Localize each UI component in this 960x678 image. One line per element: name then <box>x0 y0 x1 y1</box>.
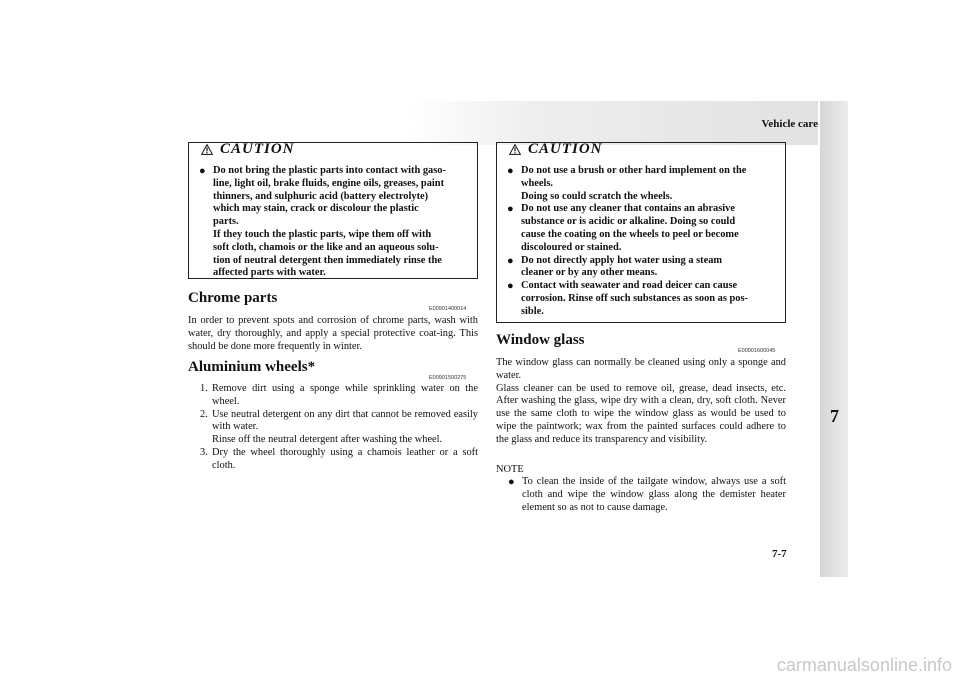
caution-header <box>201 142 295 156</box>
caution-item-text: Contact with seawater and road deicer can cause corrosion. Rinse off such substances as soon as pos- sible. <box>521 280 748 317</box>
chapter-tab-number: 7 <box>830 406 839 426</box>
note-item: ● To clean the inside of the tailgate window, always use a soft cloth and wipe the window glass along the demister heater element so as not to cause damage. <box>508 476 786 513</box>
chapter-tab <box>820 101 848 577</box>
section-code: E00901600045 <box>738 348 776 354</box>
caution-title: CAUTION <box>220 140 295 157</box>
caution-item <box>507 203 777 254</box>
section-title-aluminium-wheels: Aluminium wheels* <box>188 359 316 375</box>
caution-box <box>188 142 478 279</box>
list-item: 2. Use neutral detergent on any dirt that cannot be removed easily with water. Rinse off the neutral detergent after washing the wheel. <box>200 408 478 446</box>
caution-box <box>496 142 786 323</box>
header-band <box>410 101 818 145</box>
bullet-icon: ● <box>507 203 514 216</box>
section-title-chrome-parts: Chrome parts <box>188 290 278 306</box>
page-number: 7-7 <box>772 548 787 560</box>
caution-item-text: Do not bring the plastic parts into contact with gaso- line, light oil, brake fluids, engine oils, greases, paint thinners, and sulphuric acid (battery electrolyte) which may stain, crack or discolour the plastic parts. If they touch the plastic parts, wipe them off with soft cloth, chamois or the like and an aqueous solu- tion of neutral detergent then immediately rinse the affected parts with water. <box>213 165 446 279</box>
bullet-icon: ● <box>507 165 514 177</box>
caution-item-text: Do not use a brush or other hard implement on the wheels. Doing so could scratch the wheels. <box>521 165 747 202</box>
list-item: 3. Dry the wheel thoroughly using a chamois leather or a soft cloth. <box>200 446 478 471</box>
bullet-icon: ● <box>508 476 515 488</box>
caution-items <box>199 165 469 280</box>
aluminium-wheels-steps <box>200 383 478 473</box>
warning-triangle-icon <box>201 144 213 155</box>
bullet-icon: ● <box>199 165 206 177</box>
section-code: E00901500275 <box>429 375 467 381</box>
caution-item-text: Do not directly apply hot water using a steam cleaner or by any other means. <box>521 254 723 279</box>
section-title-window-glass: Window glass <box>496 332 585 348</box>
caution-item <box>507 255 777 281</box>
list-item: 1. Remove dirt using a sponge while sprinkling water on the wheel. <box>200 383 478 407</box>
caution-item-text: Do not use any cleaner that contains an abrasive substance or is acidic or alkaline. Doing so could cause the coating on the wheels to peel or become discoloured or stained. <box>521 203 739 253</box>
window-glass-text: The window glass can normally be cleaned using only a sponge and water. Glass cleaner can be used to remove oil, grease, dead insects, etc. After washing the glass, wipe dry with a clean, dry, soft cloth. Never use the same cloth to wipe the window glass as would be used to wipe the paintwork; wax from the painted surfaces could adhere to the glass and reduce its transparency and visibility. <box>496 357 786 445</box>
caution-item <box>507 280 777 318</box>
bullet-icon: ● <box>507 254 514 267</box>
caution-item <box>507 165 777 203</box>
caution-title: CAUTION <box>528 140 603 157</box>
chrome-parts-text: In order to prevent spots and corrosion of chrome parts, wash with water, dry thoroughly, and apply a special protective coat-ing. This should be done more frequently in winter. <box>188 315 478 352</box>
page-header-title: Vehicle care <box>761 118 818 130</box>
note-label: NOTE <box>496 464 524 475</box>
watermark: carmanualsonline.info <box>776 655 952 675</box>
caution-header <box>509 142 603 156</box>
warning-triangle-icon <box>509 144 521 155</box>
caution-item <box>199 165 469 280</box>
section-code: E00901400014 <box>429 306 467 312</box>
caution-items <box>507 165 777 319</box>
bullet-icon: ● <box>507 280 514 293</box>
